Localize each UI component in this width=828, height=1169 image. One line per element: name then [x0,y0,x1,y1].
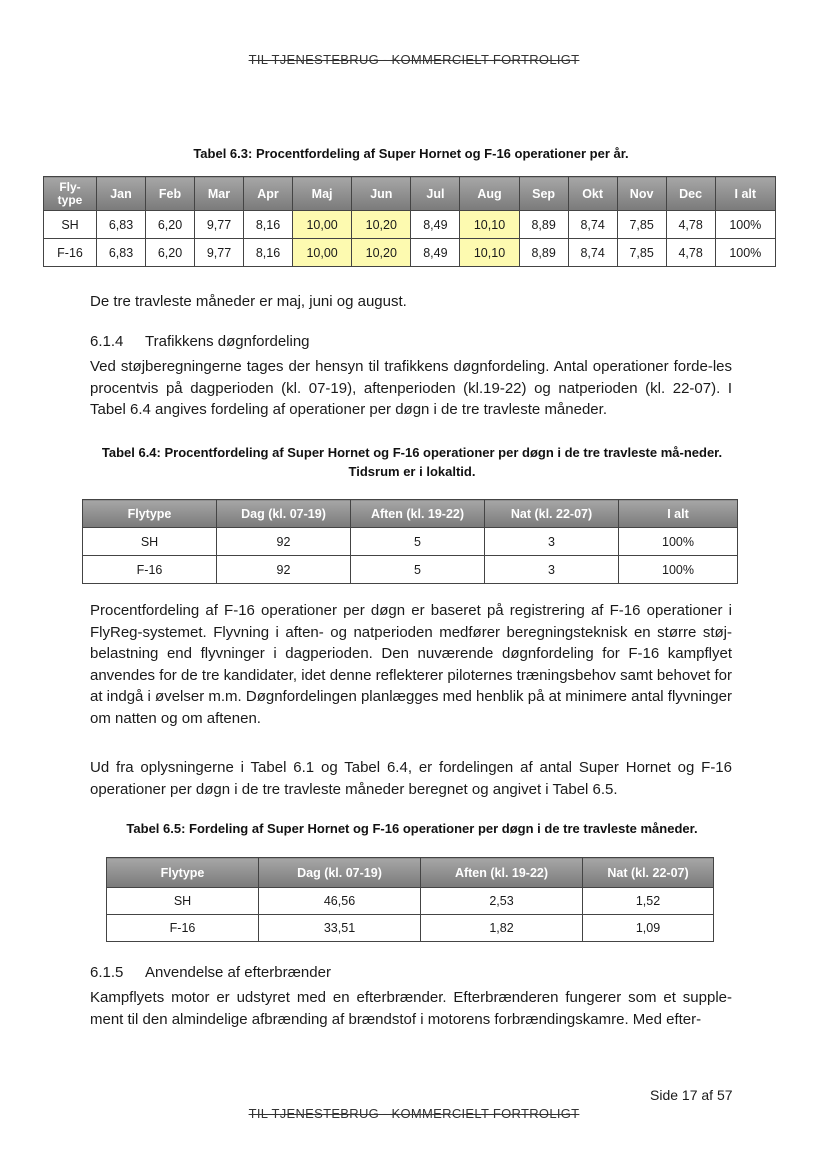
column-header: I alt [619,500,738,528]
column-header: Aften (kl. 19-22) [351,500,485,528]
classification-footer: TIL TJENESTEBRUG - KOMMERCIELT FORTROLIGT [248,1106,580,1121]
column-header: Flytype [83,500,217,528]
table-cell: 4,78 [666,239,715,267]
table-cell: F-16 [44,239,97,267]
table-row [44,211,776,239]
table-cell: 1,09 [583,915,714,942]
column-header: Mar [195,177,244,211]
table-6-5-caption: Tabel 6.5: Fordeling af Super Hornet og F-16 operationer per døgn i de tre travleste måneder. [126,821,698,836]
section-title: Anvendelse af efterbrænder [145,964,331,981]
table-cell: 6,83 [97,239,146,267]
table-cell: 9,77 [195,211,244,239]
table-cell: 100% [715,239,775,267]
table-6-5 [106,857,714,942]
column-header: Dag (kl. 07-19) [217,500,351,528]
table-cell: 7,85 [617,239,666,267]
paragraph-busiest-months: De tre travleste måneder er maj, juni og august. [90,293,407,310]
table-6-4-caption: Tabel 6.4: Procentfordeling af Super Hornet og F-16 operationer per døgn i de tre travleste må-neder. Tidsrum er i lokaltid. [101,445,723,479]
table-cell: SH [44,211,97,239]
table-cell: 100% [619,528,738,556]
column-header: Dec [666,177,715,211]
table-cell-highlighted: 10,20 [352,239,411,267]
table-cell: 7,85 [617,211,666,239]
table-cell: 100% [619,556,738,584]
table-cell: 5 [351,556,485,584]
column-header: Fly-type [44,177,97,211]
table-cell: 8,49 [411,239,460,267]
paragraph-day-distribution: Ved støjberegningerne tages der hensyn til trafikkens døgnfordeling. Antal operationer forde-les procentvis på dagperioden (kl. 07-19), aftenperioden (kl.19-22) og natperioden (kl. 22-07). I Tabel 6.4 angives fordeling af operationer per døgn i de tre travleste måneder. [90,358,732,418]
table-cell: 33,51 [259,915,421,942]
column-header: Jul [411,177,460,211]
section-heading-6-1-4 [90,333,310,350]
table-cell: 8,16 [244,211,293,239]
table-cell: 9,77 [195,239,244,267]
section-number: 6.1.5 [90,964,124,981]
column-header: Nov [617,177,666,211]
table-cell-highlighted: 10,10 [460,239,519,267]
table-cell: 8,74 [568,211,617,239]
column-header: Feb [146,177,195,211]
column-header: Aug [460,177,519,211]
paragraph-afterburner: Kampflyets motor er udstyret med en efterbrænder. Efterbrænderen fungerer som et supple-ment til den almindelige afbrænding af brændstof i motorens forbrændingskamre. Med efter- [90,989,732,1028]
table-row [83,556,738,584]
column-header: Dag (kl. 07-19) [259,858,421,888]
table-cell: 46,56 [259,888,421,915]
section-title: Trafikkens døgnfordeling [145,333,310,350]
column-header: Jan [97,177,146,211]
classification-header: TIL TJENESTEBRUG - KOMMERCIELT FORTROLIGT [248,52,580,67]
table-cell: 1,82 [421,915,583,942]
column-header: Flytype [107,858,259,888]
column-header: Nat (kl. 22-07) [485,500,619,528]
table-row [107,915,714,942]
table-row [107,888,714,915]
column-header: Maj [293,177,352,211]
table-cell: 5 [351,528,485,556]
table-cell: 3 [485,556,619,584]
column-header: Nat (kl. 22-07) [583,858,714,888]
section-number: 6.1.4 [90,333,124,350]
table-row [44,239,776,267]
column-header: Jun [352,177,411,211]
table-cell: SH [83,528,217,556]
table-header-row [44,177,776,211]
paragraph-f16-distribution: Procentfordeling af F-16 operationer per døgn er baseret på registrering af F-16 operationer i FlyReg-systemet. Flyvning i aften- og natperioden medfører beregningsteknisk en større støj-belastning end flyvninger i dagperioden. Den nuværende døgnfordeling for F-16 kampflyet anvendes for de tre kandidater, idet denne reflekterer piloternes træningsbehov samt behovet for at indgå i øvelser m.m. Døgnfordelingen planlægges med henblik på at minimere antal flyvninger om natten og om aftenen. [90,602,732,727]
table-cell: 6,20 [146,211,195,239]
table-cell: 8,89 [519,239,568,267]
section-heading-6-1-5 [90,964,331,981]
table-cell: 8,74 [568,239,617,267]
table-6-3 [43,176,776,267]
table-header-row [83,500,738,528]
table-cell: 8,49 [411,211,460,239]
table-cell: F-16 [107,915,259,942]
column-header: Aften (kl. 19-22) [421,858,583,888]
table-row [83,528,738,556]
table-cell: 92 [217,528,351,556]
paragraph-calculation-basis: Ud fra oplysningerne i Tabel 6.1 og Tabel 6.4, er fordelingen af antal Super Hornet og F-16 operationer per døgn i de tre travleste måneder beregnet og angivet i Tabel 6.5. [90,759,732,798]
table-header-row [107,858,714,888]
column-header: Apr [244,177,293,211]
table-6-4 [82,499,738,584]
table-cell: 100% [715,211,775,239]
table-cell-highlighted: 10,20 [352,211,411,239]
table-cell: 6,83 [97,211,146,239]
column-header: Sep [519,177,568,211]
column-header: Okt [568,177,617,211]
table-cell: 2,53 [421,888,583,915]
column-header: I alt [715,177,775,211]
table-cell: 1,52 [583,888,714,915]
table-cell-highlighted: 10,10 [460,211,519,239]
table-cell: 8,89 [519,211,568,239]
table-cell: SH [107,888,259,915]
table-cell-highlighted: 10,00 [293,211,352,239]
table-cell: 3 [485,528,619,556]
table-cell: 6,20 [146,239,195,267]
table-cell: F-16 [83,556,217,584]
table-cell-highlighted: 10,00 [293,239,352,267]
table-6-3-caption: Tabel 6.3: Procentfordeling af Super Hornet og F-16 operationer per år. [193,146,629,161]
table-cell: 8,16 [244,239,293,267]
table-cell: 4,78 [666,211,715,239]
table-cell: 92 [217,556,351,584]
page-number: Side 17 af 57 [650,1087,733,1103]
